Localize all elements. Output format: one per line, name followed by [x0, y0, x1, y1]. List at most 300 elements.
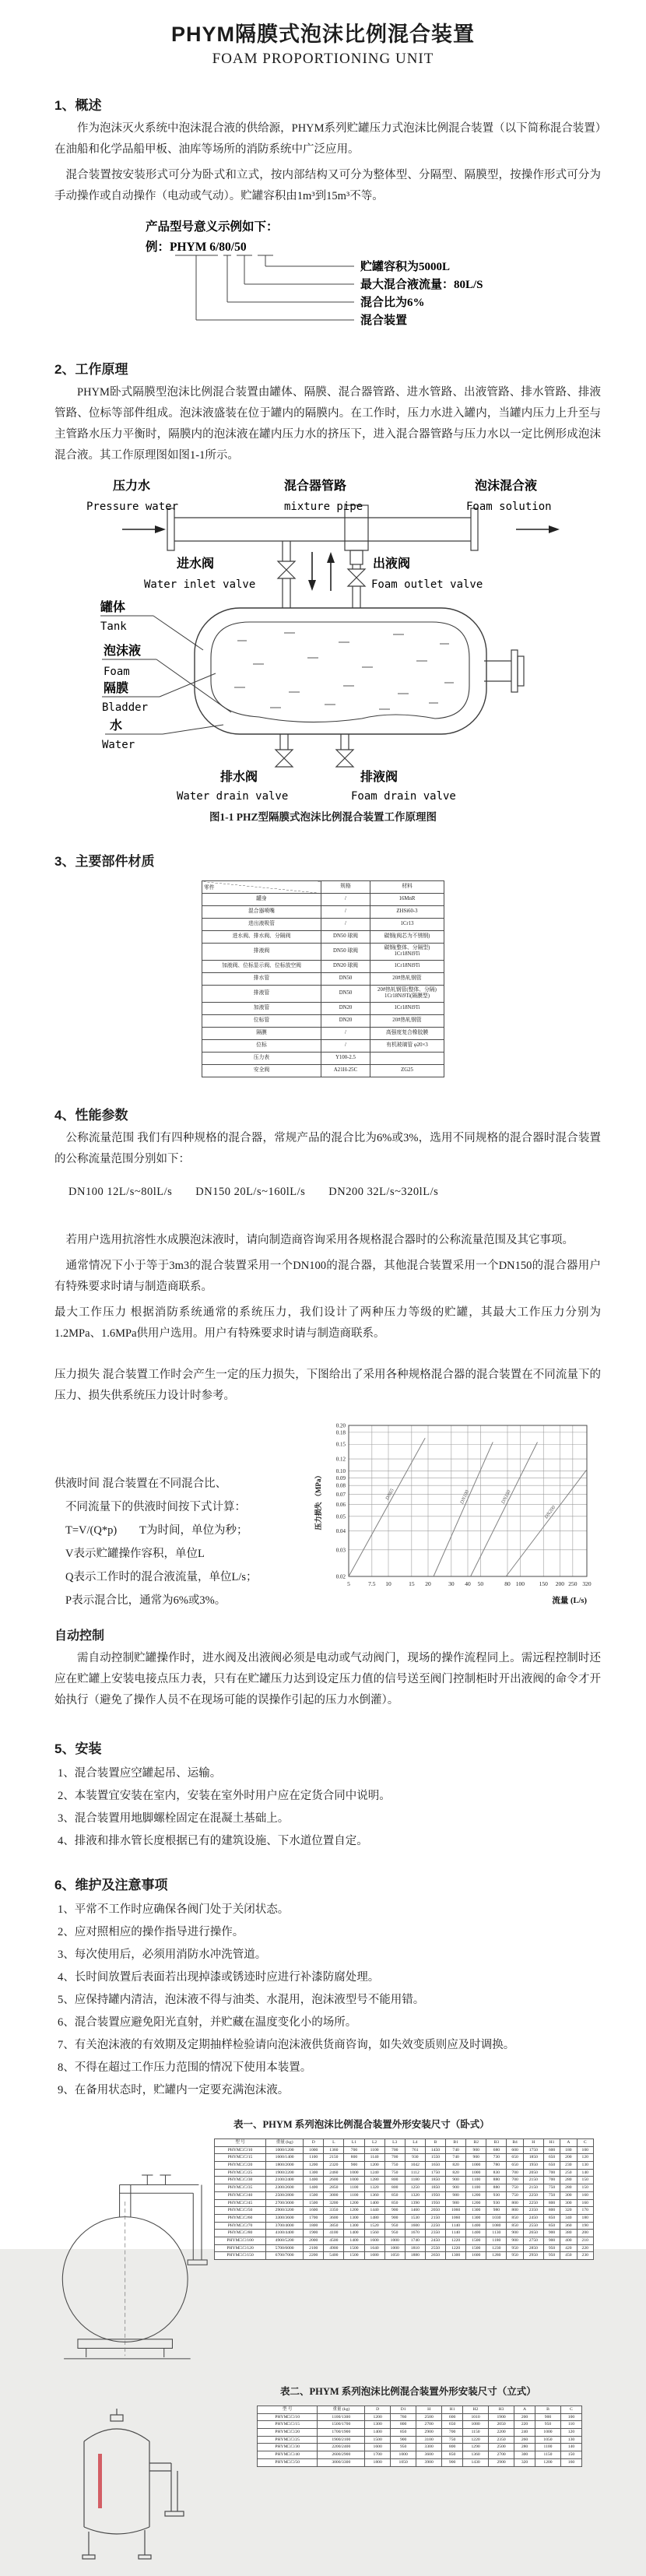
table-cell: 1600 [405, 2222, 425, 2230]
flow-range-line: DN100 12L/s~80lL/s DN150 20L/s~160lL/s DN200 32L/s~320lL/s [68, 1185, 439, 1198]
model-label-volume: 贮罐容积为5000L [360, 261, 451, 273]
table-cell: 20#热轧钢管 [370, 1014, 444, 1027]
table-cell: 200 [560, 2154, 577, 2162]
table-row [202, 919, 444, 931]
column-header: D [304, 2138, 324, 2146]
table-cell: 1400 [466, 2230, 486, 2237]
table-cell: 700 [384, 2146, 405, 2154]
table-cell: 1530 [405, 2214, 425, 2222]
section-heading-overview: 1、概述 [54, 98, 102, 113]
table-cell: 1060 [446, 2214, 466, 2222]
table-cell: 850 [507, 2214, 523, 2222]
table-cell: PHYM□/□/20 [258, 2429, 318, 2437]
list-item: 3、每次使用后，必须用消防水冲洗管道。 [58, 1948, 267, 1961]
table-cell: 900 [384, 2214, 405, 2222]
maintenance-list [0, 1903, 646, 2096]
table-row [215, 2191, 594, 2199]
table-row [215, 2199, 594, 2207]
table-cell: 1700/1900 [318, 2429, 365, 2437]
table-cell: 3300/3600 [266, 2214, 304, 2222]
model-code-connectors [175, 255, 354, 320]
table-cell: 1180 [405, 2177, 425, 2184]
table-cell: 1220 [446, 2244, 466, 2252]
table-cell: PHYM□/□/40 [215, 2191, 266, 2199]
table-cell: PHYM□/□/50 [215, 2207, 266, 2215]
table-cell: 1000 [344, 2177, 364, 2184]
table-cell: 400 [560, 2237, 577, 2245]
table-cell: 1750 [425, 2169, 445, 2177]
table-cell: 600 [507, 2146, 523, 2154]
table-cell: 700 [344, 2146, 364, 2154]
table-cell: 280 [560, 2184, 577, 2192]
table-cell: 820 [446, 2162, 466, 2170]
table-cell: 650 [543, 2154, 560, 2162]
table-cell: 1800/2000 [266, 2162, 304, 2170]
label-foam-en: Foam [104, 666, 130, 678]
table-cell: 1050 [384, 2252, 405, 2260]
list-item: Q表示工作时的混合液流量，单位L/s； [65, 1570, 258, 1583]
column-header: L4 [405, 2138, 425, 2146]
list-item: 8、不得在超过工作压力范围的情况下使用本装置。 [58, 2061, 312, 2074]
table-cell: 1400 [365, 2429, 391, 2437]
table-header-row [202, 881, 444, 894]
label-water-en: Water [102, 739, 135, 751]
performance-paragraph-5: 压力损失 混合装置工作时会产生一定的压力损失，下图给出了采用各种规格混合器的混合装置在不同流量下的压力、损失供系统压力设计时参考。 [54, 1368, 601, 1402]
table-cell: 180 [560, 2146, 577, 2154]
table-cell: 3300 [416, 2444, 442, 2451]
table-cell: 900 [507, 2230, 523, 2237]
table-cell: 1500 [466, 2237, 486, 2245]
table-cell: 2350 [489, 2436, 514, 2444]
table-cell: 360 [560, 2222, 577, 2230]
table-cell: 2500 [416, 2413, 442, 2421]
table-cell: 3000 [324, 2191, 344, 2199]
label-water-inlet-cn: 进水阀 [177, 557, 215, 571]
table-cell: 1000/1200 [266, 2146, 304, 2154]
table-cell: 3600 [416, 2451, 442, 2459]
table-cell: 1300 [446, 2252, 466, 2260]
table-cell: / [321, 919, 370, 931]
table-cell: 1900 [489, 2413, 514, 2421]
label-water-drain-en: Water drain valve [177, 790, 289, 803]
table-cell: 1000 [384, 2244, 405, 2252]
table-cell: 2650 [523, 2230, 543, 2237]
tank-dome [84, 2429, 149, 2441]
label-pressure-water-en: Pressure water [86, 501, 179, 513]
table-cell: PHYM□/□/10 [215, 2146, 266, 2154]
table1-title: 表一、PHYM 系列泡沫比例混合装置外形安装尺寸（卧式） [233, 2118, 490, 2130]
table-cell: 2460 [324, 2169, 344, 2177]
table-cell: 1800 [365, 2458, 391, 2466]
table-cell: 2850 [324, 2184, 344, 2192]
materials-table [202, 880, 444, 1077]
table-row [258, 2436, 582, 2444]
y-tick-label: 0.10 [335, 1467, 346, 1474]
table-cell: 1400 [466, 2222, 486, 2230]
list-item: 5、应保持罐内清洁，泡沫液不得与油类、水混用，泡沫液型号不能用错。 [58, 1993, 425, 2006]
table-cell: 450 [560, 2252, 577, 2260]
table-cell: 1810 [405, 2244, 425, 2252]
table-cell: 2500/2800 [266, 2191, 304, 2199]
table-cell: 2550 [425, 2244, 445, 2252]
table-cell: 340 [560, 2214, 577, 2222]
horizontal-tank-end-view [43, 2156, 210, 2364]
table-cell: 900 [446, 2177, 466, 2184]
table-cell: 150 [577, 2177, 594, 2184]
table-cell: 2100/2400 [266, 2177, 304, 2184]
column-header: D [365, 2406, 391, 2413]
table-cell: 1700 [365, 2451, 391, 2459]
list-item: 9、在备用状态时，贮罐内一定要充满泡沫液。 [58, 2083, 290, 2096]
y-tick-label: 0.02 [335, 1573, 346, 1580]
supply-time-text [54, 1418, 311, 1618]
table-cell: DN20 [321, 1014, 370, 1027]
vertical-tank-view [45, 2409, 193, 2572]
section-heading-materials: 3、主要部件材质 [54, 854, 155, 869]
table-row [202, 1052, 444, 1064]
table-cell: 320 [560, 2207, 577, 2215]
section-heading-performance: 4、性能参数 [54, 1107, 128, 1123]
table-cell: 650 [507, 2154, 523, 2162]
table-cell: 1680 [364, 2252, 384, 2260]
table-cell: 950 [384, 2230, 405, 2237]
performance-paragraph-1: 公称流量范围 我们有四种规格的混合器，常规产品的混合比为6%或3%，选用不同规格的混合器时混合装置的公称流量范围分别如下： [54, 1131, 601, 1165]
table-cell: 3600 [324, 2214, 344, 2222]
table-cell: 有机玻璃管 φ20×3 [370, 1039, 444, 1052]
water-inlet-valve-icon [278, 561, 295, 578]
table-cell: 1290 [463, 2444, 489, 2451]
table-cell: 880 [486, 2177, 507, 2184]
table-cell: 1400 [364, 2199, 384, 2207]
table-cell: 300 [514, 2451, 535, 2459]
level-gauge-stub [484, 650, 524, 692]
table-row [215, 2146, 594, 2154]
red-level-mark [98, 2454, 102, 2508]
y-axis-label: 压力损失 （MPa） [314, 1471, 322, 1530]
outlet-flange [188, 2260, 207, 2265]
table-cell: 1300 [304, 2169, 324, 2177]
dimension-table-horizontal [214, 2138, 594, 2260]
table-cell: 820 [446, 2169, 466, 2177]
column-header: C [577, 2138, 594, 2146]
y-tick-label: 0.09 [335, 1474, 346, 1481]
table-cell: 2350 [523, 2207, 543, 2215]
table-cell: 800 [543, 2199, 560, 2207]
dimension-table-vertical [257, 2406, 582, 2467]
table-cell: 950 [384, 2222, 405, 2230]
table-cell: 2250 [523, 2199, 543, 2207]
table-cell: 1320 [364, 2184, 384, 2192]
column-header: H [523, 2138, 543, 2146]
series-line-DN100 [434, 1442, 493, 1576]
list-item: 7、有关泡沫液的有效期及定期抽样检验请向泡沫液供货商咨询，如失效变质则应及时调换。 [58, 2038, 515, 2051]
table-row [215, 2184, 594, 2192]
table2-title: 表二、PHYM 系列泡沫比例混合装置外形安装尺寸（立式） [280, 2385, 536, 2397]
label-foam-cn: 泡沫液 [104, 645, 142, 658]
model-label-device: 混合装置 [360, 315, 408, 327]
table-cell: 1500 [344, 2244, 364, 2252]
table-cell: 1600 [466, 2252, 486, 2260]
table-cell: 120 [560, 2429, 581, 2437]
table-cell: PHYM□/□/25 [215, 2169, 266, 2177]
column-header: H1 [543, 2138, 560, 2146]
table-cell: ZG25 [370, 1064, 444, 1077]
y-tick-label: 0.06 [335, 1501, 346, 1508]
x-tick-label: 20 [425, 1580, 431, 1587]
table-cell: 1850 [425, 2177, 445, 2184]
table-cell: 900 [384, 2207, 405, 2215]
list-item: 2、本装置宜安装在室内，安装在室外时用户应在定货合同中说明。 [58, 1789, 391, 1802]
table-cell: 20#热轧钢管(整体、分隔) 1Cr18Ni9Ti(隔膜型) [370, 985, 444, 1002]
column-header: B [425, 2138, 445, 2146]
table-cell: 1230 [486, 2244, 507, 2252]
table-cell: 1112 [405, 2169, 425, 2177]
table-cell: 850 [543, 2214, 560, 2222]
table-cell: 600 [543, 2146, 560, 2154]
table-cell: 1900/2100 [318, 2436, 365, 2444]
table-cell: 2150 [523, 2177, 543, 2184]
table-cell: 250 [560, 2169, 577, 2177]
column-header: B [535, 2406, 560, 2413]
table-cell: 900 [442, 2458, 463, 2466]
table-cell: 3100 [416, 2436, 442, 2444]
table-row [215, 2214, 594, 2222]
section-heading-maintenance: 6、维护及注意事项 [54, 1877, 168, 1892]
table-cell: 1Cr18Ni9Ti [370, 1002, 444, 1014]
table-row [215, 2244, 594, 2252]
label-pressure-water-cn: 压力水 [113, 480, 151, 493]
x-tick-label: 200 [555, 1580, 565, 1587]
table-cell: 280 [514, 2444, 535, 2451]
series-label: DN100 [459, 1489, 471, 1506]
table-cell: 1670 [405, 2230, 425, 2237]
table-cell: 900 [446, 2184, 466, 2192]
table-cell: 140 [560, 2444, 581, 2451]
label-mixture-pipe-cn: 混合器管路 [284, 480, 347, 493]
table-cell: / [321, 894, 370, 906]
table-cell: 650 [442, 2421, 463, 2429]
table-cell: 1042 [405, 2162, 425, 2170]
column-header: B2 [466, 2138, 486, 2146]
table-cell: 1010 [463, 2413, 489, 2421]
auto-control-paragraph: 需自动控制贮罐操作时，进水阀及出液阀必须是电动或气动阀门，现场的操作流程同上。需远程控制时还应在贮罐上安装电接点压力表，只有在贮罐压力达到设定压力值的信号送至阀门控制柜时开出液阀的命令才开始执行（避免了操作人员不在现场可能的误操作引起的压力水倒灌）。 [54, 1651, 601, 1706]
working-principle-drawing [51, 477, 588, 803]
table-cell: 900 [535, 2413, 560, 2421]
table-cell: 700 [543, 2169, 560, 2177]
label-water-cn: 水 [110, 719, 123, 733]
table-cell: 800 [543, 2207, 560, 2215]
label-foam-drain-cn: 排液阀 [360, 771, 398, 784]
table-cell: 1000 [466, 2169, 486, 2177]
table-cell: 2950 [523, 2252, 543, 2260]
table-cell: 760 [391, 2413, 416, 2421]
table-cell: 1500 [466, 2244, 486, 2252]
principle-paragraph: PHYM卧式隔膜型泡沫比例混合装置由罐体、隔膜、混合器管路、进水管路、出液管路、排水管路、排液管路、位标等部件组成。泡沫液盛装在位于罐内的隔膜内。在工作时，压力水进入罐内，当罐内压力上升至与主管路水压力平衡时，隔膜内的泡沫液在罐内压力水的挤压下，进入混合器管路与压力水以一定比例形成泡沫混合液。其工作原理图如图1-1所示。 [54, 386, 601, 462]
column-header: 材料 [370, 881, 444, 894]
table-cell: 2150 [324, 2154, 344, 2162]
table-cell: 750 [543, 2191, 560, 2199]
table-cell: 750 [543, 2184, 560, 2192]
table-cell: 950 [535, 2421, 560, 2429]
table-cell: 300 [560, 2191, 577, 2199]
table-cell: 1430 [463, 2458, 489, 2466]
y-tick-label: 0.12 [335, 1456, 346, 1463]
performance-paragraph-3: 通常情况下小于等于3m3的混合装置采用一个DN100的混合器，其他混合装置采用一个DN150的混合器用户有特殊要求时请与制造商联系。 [54, 1259, 601, 1293]
table-cell: PHYM□/□/45 [215, 2199, 266, 2207]
list-item: 1、平常不工作时应确保各阀门处于关闭状态。 [58, 1903, 290, 1916]
table-cell: 1200 [344, 2207, 364, 2215]
table-cell: 2500 [489, 2444, 514, 2451]
column-header: 重量 (kg) [266, 2138, 304, 2146]
table-cell: 1500 [344, 2252, 364, 2260]
table-row [258, 2413, 582, 2421]
table-cell: 1300 [466, 2207, 486, 2215]
table-cell: 850 [543, 2222, 560, 2230]
table-cell: 150 [577, 2184, 594, 2192]
table-cell [370, 1052, 444, 1064]
table-cell: 260 [514, 2436, 535, 2444]
y-tick-label: 0.03 [335, 1547, 346, 1554]
model-example-code: 例：PHYM 6/80/50 [146, 241, 247, 254]
auto-control-heading: 自动控制 [54, 1629, 105, 1643]
table-cell: 180 [577, 2214, 594, 2222]
table-cell: 3900 [416, 2458, 442, 2466]
table-row [202, 1002, 444, 1014]
table-cell: DN50 [321, 985, 370, 1002]
table-cell: 1100 [466, 2177, 486, 2184]
table-cell: 1850 [523, 2154, 543, 2162]
table-cell: 1060 [446, 2207, 466, 2215]
label-tank-cn: 罐体 [100, 601, 126, 614]
table-cell: 1250 [405, 2184, 425, 2192]
table-cell: 1100 [344, 2191, 364, 2199]
table-cell: DN20 [321, 1002, 370, 1014]
table-cell: DN20 球阀 [321, 960, 370, 972]
table-cell: 2300/2600 [266, 2184, 304, 2192]
table-cell: PHYM□/□/100 [215, 2237, 266, 2245]
table-cell: 1150 [535, 2451, 560, 2459]
table-cell: 800 [507, 2207, 523, 2215]
table-cell: 1200 [364, 2162, 384, 2170]
y-tick-label: 0.20 [335, 1422, 346, 1429]
section-heading-principle: 2、工作原理 [54, 362, 128, 377]
y-tick-label: 0.08 [335, 1482, 346, 1489]
table-cell: 2200 [304, 2252, 324, 2260]
table-row [202, 931, 444, 944]
table-cell: 2700 [489, 2451, 514, 2459]
table-cell: 1100 [344, 2184, 364, 2192]
table-row [215, 2222, 594, 2230]
table-cell: PHYM□/□/120 [215, 2244, 266, 2252]
model-label-ratio: 混合比为6% [360, 297, 425, 309]
table-cell: 16MnR [370, 894, 444, 906]
table-cell: 1600 [365, 2444, 391, 2451]
table-cell: 1950 [523, 2162, 543, 2170]
table-cell: 900 [543, 2237, 560, 2245]
x-tick-label: 320 [582, 1580, 592, 1587]
list-item: 6、混合装置应避免阳光直射，并贮藏在温度变化小的场所。 [58, 2015, 357, 2029]
table-cell: 1100/1300 [318, 2413, 365, 2421]
table-cell: 800 [384, 2177, 405, 2184]
table-cell: 隔膜 [202, 1027, 321, 1039]
table-cell: PHYM□/□/50 [258, 2458, 318, 2466]
label-foam-outlet-cn: 出液阀 [373, 557, 411, 571]
table-cell: 1900 [304, 2230, 324, 2237]
table-cell: PHYM□/□/60 [215, 2214, 266, 2222]
table-cell: 2750 [523, 2237, 543, 2245]
table-cell: PHYM□/□/70 [215, 2222, 266, 2230]
table-cell: 730 [486, 2154, 507, 2162]
table-cell: 300 [560, 2199, 577, 2207]
table-cell: 3850 [324, 2222, 344, 2230]
label-mixture-pipe-en: mixture pipe [284, 501, 363, 513]
list-item: 2、应对照相应的操作指导进行操作。 [58, 1925, 244, 1938]
table-cell: 1140 [364, 2154, 384, 2162]
label-foam-outlet-en: Foam outlet valve [371, 578, 483, 591]
table-cell: 1950 [425, 2191, 445, 2199]
table-cell: 1130 [486, 2230, 507, 2237]
table-row [258, 2451, 582, 2459]
table-cell: 2350 [425, 2230, 445, 2237]
table-cell: 1280 [486, 2252, 507, 2260]
table-cell: 碳钢(整体、分隔型) 1Cr18Ni9Ti [370, 944, 444, 961]
tank-shell [195, 608, 486, 734]
table-cell: 160 [577, 2199, 594, 2207]
column-header: H2 [463, 2406, 489, 2413]
list-item: V表示贮罐操作容积，单位L [65, 1547, 205, 1560]
table-cell: 1600/1400 [266, 2154, 304, 2162]
series-label: DN200 [543, 1505, 557, 1520]
table-cell: 930 [486, 2191, 507, 2199]
table-cell: 650 [543, 2162, 560, 2170]
table-cell: 6700/7000 [266, 2252, 304, 2260]
table-cell: 1180 [486, 2237, 507, 2245]
table-row [202, 960, 444, 972]
table-cell: 1360 [364, 2191, 384, 2199]
table-cell: 780 [486, 2162, 507, 2170]
table-cell: 1200 [304, 2162, 324, 2170]
table-cell: 1550 [425, 2154, 445, 2162]
table-cell: 2250 [523, 2191, 543, 2199]
table-cell: 1100 [304, 2154, 324, 2162]
table-cell: 2550 [523, 2222, 543, 2230]
column-header: L2 [364, 2138, 384, 2146]
table-cell: 800 [344, 2154, 364, 2162]
table-cell: 750 [384, 2162, 405, 2170]
table-row [258, 2444, 582, 2451]
table-cell: 1500 [304, 2191, 324, 2199]
column-header: A [560, 2138, 577, 2146]
table-cell: PHYM□/□/40 [258, 2451, 318, 2459]
water-drain-valve-icon [276, 750, 293, 767]
table-cell: 700 [384, 2154, 405, 2162]
table-cell: 930 [486, 2199, 507, 2207]
table-cell: 900 [543, 2230, 560, 2237]
table-cell: 位标 [202, 1039, 321, 1052]
x-tick-label: 15 [409, 1580, 415, 1587]
foam-drain-valve-icon [336, 750, 353, 767]
table-cell: PHYM□/□/35 [215, 2184, 266, 2192]
table-cell: 1480 [364, 2214, 384, 2222]
table-cell: 1500/1700 [318, 2421, 365, 2429]
table-cell: 850 [442, 2451, 463, 2459]
table-cell: 2700 [416, 2421, 442, 2429]
table-cell: 压力表 [202, 1052, 321, 1064]
table-cell: PHYM□/□/10 [258, 2413, 318, 2421]
table-cell: 5400 [324, 2252, 344, 2260]
table-cell: DN50 [321, 972, 370, 985]
series-label: DN150 [500, 1488, 512, 1505]
